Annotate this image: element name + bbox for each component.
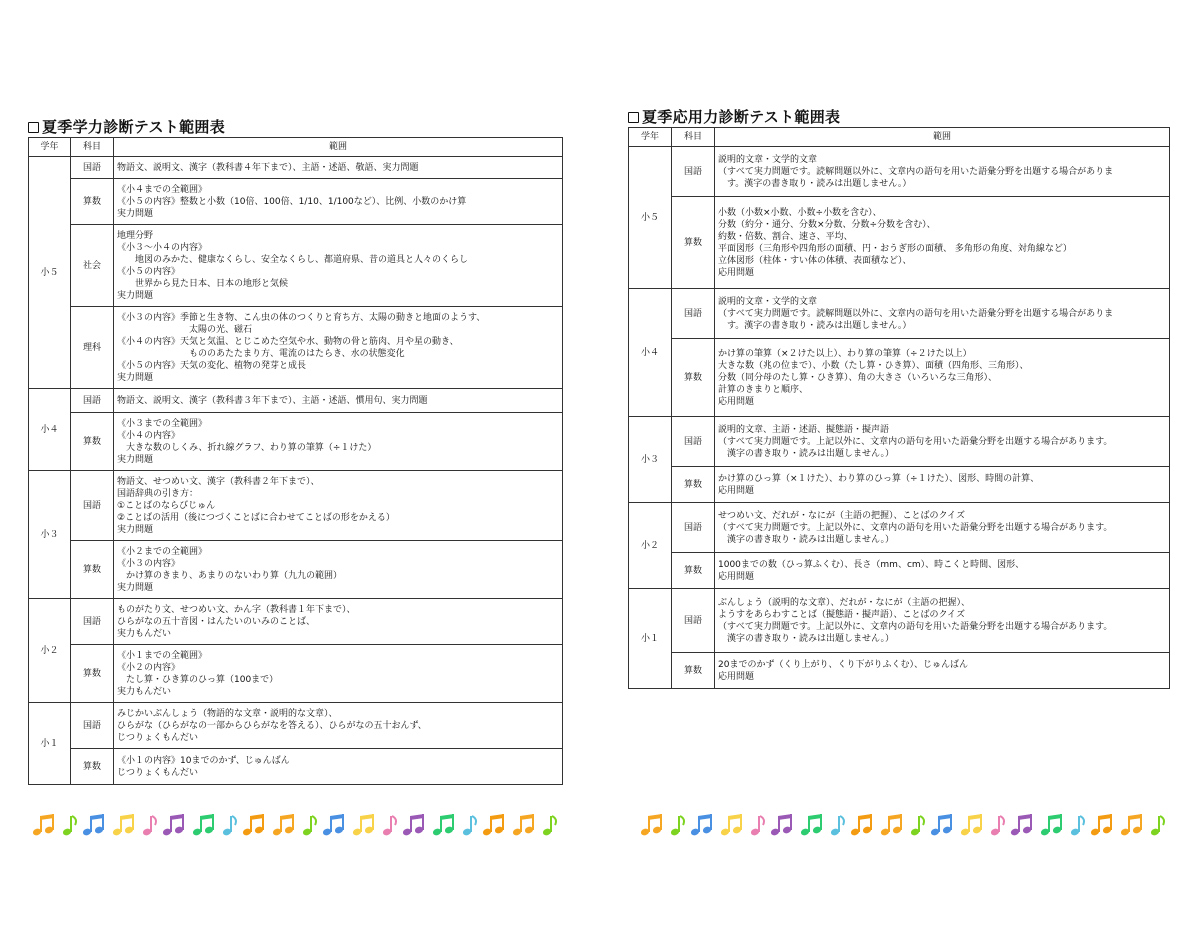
range-line: 物語文、せつめい文、漢字（教科書２年下まで）、 xyxy=(117,476,320,487)
range-line: ぶんしょう（説明的な文章）、だれが・なにが（主語の把握）、 xyxy=(718,597,971,608)
subject-cell: 算数 xyxy=(672,653,715,689)
music-note-icon xyxy=(690,814,712,836)
music-notes-border xyxy=(30,812,570,838)
checkbox-square-icon xyxy=(28,122,39,133)
range-line: 《小３～小４の内容》 xyxy=(117,242,208,253)
range-line: 《小２の内容》 xyxy=(117,662,181,673)
range-line: す。漢字の書き取り・読みは出題しません。） xyxy=(718,178,912,189)
table-row xyxy=(29,413,563,471)
range-cell xyxy=(114,389,563,413)
grade-cell: 小５ xyxy=(29,157,71,389)
music-note-icon xyxy=(830,816,844,836)
table-body xyxy=(629,147,1170,689)
range-line: 物語文、説明文、漢字（教科書３年下まで）、主語・述語、慣用句、実力問題 xyxy=(117,395,428,406)
subject-cell: 国語 xyxy=(71,471,114,541)
music-note-icon xyxy=(1090,814,1112,836)
grade-cell: 小１ xyxy=(29,703,71,785)
grade-cell: 小４ xyxy=(629,289,672,417)
summer-applied-test-panel xyxy=(628,108,1170,689)
range-line: 《小５の内容》 xyxy=(117,266,181,277)
table-row xyxy=(29,599,563,645)
range-cell xyxy=(715,553,1170,589)
range-line: 1000までの数（ひっ算ふくむ）、長さ（mm、cm）、時こくと時間、図形、 xyxy=(718,559,1025,570)
subject-cell: 算数 xyxy=(672,197,715,289)
range-line: 説明的文章・文学的文章 xyxy=(718,296,818,307)
music-note-icon xyxy=(432,814,454,836)
subject-cell: 国語 xyxy=(672,289,715,339)
range-line: 説明的文章・文学的文章 xyxy=(718,154,818,165)
table-row xyxy=(629,503,1170,553)
range-line: 応用問題 xyxy=(718,571,755,582)
range-line: 平面図形（三角形や四角形の面積、円・おうぎ形の面積、 多角形の角度、対角線など） xyxy=(718,243,1072,254)
music-note-icon xyxy=(910,816,924,836)
range-line: （すべて実力問題です。上記以外に、文章内の語句を用いた語彙分野を出題する場合があります。 xyxy=(718,522,1113,533)
range-table xyxy=(28,137,563,785)
grade-cell: 小２ xyxy=(629,503,672,589)
panel-title xyxy=(628,108,1170,126)
range-line: 《小５の内容》整数と小数（10倍、100倍、1/10、1/100など）、比例、小数のかけ算 xyxy=(117,196,467,207)
music-note-icon xyxy=(62,816,76,836)
range-cell xyxy=(114,307,563,389)
music-note-icon xyxy=(242,814,264,836)
range-line: ひらがな（ひらがなの一部からひらがなを答える）、ひらがなの五十おんず、 xyxy=(117,720,427,731)
range-line: 分数（同分母のたし算・ひき算）、角の大きさ（いろいろな三角形）、 xyxy=(718,372,998,383)
subject-cell: 算数 xyxy=(71,749,114,785)
range-line: ものがたり文、せつめい文、かん字（教科書１年下まで）、 xyxy=(117,604,356,615)
subject-cell: 国語 xyxy=(71,157,114,179)
table-row xyxy=(629,289,1170,339)
range-line: 《小３までの全範囲》 xyxy=(117,418,208,429)
subject-cell: 算数 xyxy=(71,541,114,599)
range-line: 太陽の光、磁石 xyxy=(117,324,253,335)
subject-cell: 国語 xyxy=(71,389,114,413)
range-cell xyxy=(715,197,1170,289)
checkbox-square-icon xyxy=(628,112,639,123)
subject-cell: 社会 xyxy=(71,225,114,307)
range-line: 《小２までの全範囲》 xyxy=(117,546,208,557)
subject-cell: 国語 xyxy=(672,589,715,653)
subject-cell: 算数 xyxy=(672,553,715,589)
music-note-icon xyxy=(990,816,1004,836)
range-line: （すべて実力問題です。上記以外に、文章内の語句を用いた語彙分野を出題する場合があります。 xyxy=(718,621,1113,632)
range-line: 地理分野 xyxy=(117,230,154,241)
table-row xyxy=(29,471,563,541)
range-line: 小数（小数×小数、小数÷小数を含む）、 xyxy=(718,207,882,218)
range-line: 《小３の内容》 xyxy=(117,558,181,569)
range-line: 説明的文章、主語・述語、擬態語・擬声語 xyxy=(718,424,890,435)
range-line: かけ算のひっ算（×１けた）、わり算のひっ算（÷１けた）、図形、時間の計算、 xyxy=(718,473,1040,484)
table-row xyxy=(29,157,563,179)
range-line: （すべて実力問題です。上記以外に、文章内の語句を用いた語彙分野を出題する場合があります。 xyxy=(718,436,1113,447)
range-cell xyxy=(114,157,563,179)
range-line: じつりょくもんだい xyxy=(117,732,199,743)
music-note-icon xyxy=(850,814,872,836)
range-line: 応用問題 xyxy=(718,267,755,278)
range-line: 《小４までの全範囲》 xyxy=(117,184,208,195)
music-note-icon xyxy=(482,814,504,836)
grade-cell: 小３ xyxy=(629,417,672,503)
table-row xyxy=(29,179,563,225)
range-line: 分数（約分・通分、分数×分数、分数÷分数を含む）、 xyxy=(718,219,936,230)
range-line: 実力もんだい xyxy=(117,628,172,639)
grade-cell: 小４ xyxy=(29,389,71,471)
range-line: 大きな数のしくみ、折れ線グラフ、わり算の筆算（÷１けた） xyxy=(117,442,377,453)
range-line: みじかいぶんしょう（物語的な文章・説明的な文章）、 xyxy=(117,708,338,719)
panel-title-text: 夏季学力診断テスト範囲表 xyxy=(42,118,226,136)
table-row xyxy=(629,147,1170,197)
header-subject: 科目 xyxy=(71,138,114,157)
range-line: もののあたたまり方、電流のはたらき、水の状態変化 xyxy=(117,348,405,359)
range-line: 《小１までの全範囲》 xyxy=(117,650,208,661)
subject-cell: 国語 xyxy=(672,417,715,467)
table-row xyxy=(29,749,563,785)
range-line: 実力問題 xyxy=(117,290,154,301)
range-line: かけ算の筆算（×２けた以上）、わり算の筆算（÷２けた以上） xyxy=(718,348,972,359)
music-note-icon xyxy=(640,814,662,836)
range-line: 20までのかず（くり上がり、くり下がりふくむ）、じゅんばん xyxy=(718,659,968,670)
range-line: じつりょくもんだい xyxy=(117,767,199,778)
range-line: す。漢字の書き取り・読みは出題しません。） xyxy=(718,320,912,331)
subject-cell: 算数 xyxy=(71,413,114,471)
music-note-icon xyxy=(720,814,742,836)
range-line: 国語辞典の引き方： xyxy=(117,488,199,499)
range-line: ②ことばの活用（後につづくことばに合わせてことばの形をかえる） xyxy=(117,512,395,523)
range-line: 世界から見た日本、日本の地形と気候 xyxy=(117,278,289,289)
range-cell xyxy=(715,417,1170,467)
table-row xyxy=(29,225,563,307)
range-line: 応用問題 xyxy=(718,671,755,682)
table-row xyxy=(629,589,1170,653)
range-line: 物語文、説明文、漢字（教科書４年下まで）、主語・述語、敬語、実力問題 xyxy=(117,162,419,173)
music-note-icon xyxy=(1010,814,1032,836)
range-line: 実力問題 xyxy=(117,524,154,535)
table-row xyxy=(629,339,1170,417)
music-note-icon xyxy=(1070,816,1084,836)
music-note-icon xyxy=(112,814,134,836)
range-line: 約数・倍数、割合、速さ、平均、 xyxy=(718,231,853,242)
range-line: 《小４の内容》天気と気温、とじこめた空気や水、動物の骨と筋肉、月や星の動き、 xyxy=(117,336,459,347)
range-line: 漢字の書き取り・読みは出題しません。） xyxy=(718,534,895,545)
range-line: 実力問題 xyxy=(117,208,154,219)
table-row xyxy=(629,553,1170,589)
music-note-icon xyxy=(322,814,344,836)
range-line: かけ算のきまり、あまりのないわり算（九九の範囲） xyxy=(117,570,343,581)
range-cell xyxy=(715,289,1170,339)
music-note-icon xyxy=(402,814,424,836)
table-row xyxy=(629,653,1170,689)
range-line: ようすをあらわすことば（擬態語・擬声語）、ことばのクイズ xyxy=(718,609,965,620)
table-row xyxy=(29,389,563,413)
grade-cell: 小３ xyxy=(29,471,71,599)
subject-cell: 算数 xyxy=(71,645,114,703)
music-note-icon xyxy=(800,814,822,836)
music-note-icon xyxy=(32,814,54,836)
range-line: 漢字の書き取り・読みは出題しません。） xyxy=(718,448,895,459)
range-line: （すべて実力問題です。読解問題以外に、文章内の語句を用いた語彙分野を出題する場合がありま xyxy=(718,308,1114,319)
music-note-icon xyxy=(542,816,556,836)
range-cell xyxy=(114,541,563,599)
grade-cell: 小１ xyxy=(629,589,672,689)
music-note-icon xyxy=(750,816,764,836)
table-row xyxy=(629,467,1170,503)
table-row xyxy=(29,541,563,599)
subject-cell: 国語 xyxy=(71,599,114,645)
panel-title-text: 夏季応用力診断テスト範囲表 xyxy=(642,108,841,126)
range-line: 漢字の書き取り・読みは出題しません。） xyxy=(718,633,895,644)
table-header-row xyxy=(29,138,563,157)
music-note-icon xyxy=(960,814,982,836)
music-note-icon xyxy=(1040,814,1062,836)
summer-achievement-test-panel xyxy=(28,118,563,785)
range-line: 実力問題 xyxy=(117,582,154,593)
subject-cell: 算数 xyxy=(672,339,715,417)
range-line: 実力問題 xyxy=(117,372,154,383)
range-cell xyxy=(114,413,563,471)
range-table xyxy=(628,127,1170,689)
subject-cell: 理科 xyxy=(71,307,114,389)
range-line: 《小１の内容》10までのかず、じゅんばん xyxy=(117,755,290,766)
header-range: 範囲 xyxy=(114,138,563,157)
music-note-icon xyxy=(1150,816,1164,836)
range-line: 《小４の内容》 xyxy=(117,430,181,441)
range-line: 応用問題 xyxy=(718,396,755,407)
music-note-icon xyxy=(382,816,396,836)
range-cell xyxy=(114,703,563,749)
header-range: 範囲 xyxy=(715,128,1170,147)
range-line: ①ことばのならびじゅん xyxy=(117,500,216,511)
panel-title xyxy=(28,118,563,136)
range-line: 大きな数（兆の位まで）、小数（たし算・ひき算）、面積（四角形、三角形）、 xyxy=(718,360,1029,371)
range-cell xyxy=(715,503,1170,553)
range-line: 《小５の内容》天気の変化、植物の発芽と成長 xyxy=(117,360,307,371)
range-cell xyxy=(114,749,563,785)
music-note-icon xyxy=(880,814,902,836)
range-cell xyxy=(114,225,563,307)
music-notes-border xyxy=(638,812,1178,838)
table-row xyxy=(629,197,1170,289)
table-row xyxy=(29,645,563,703)
music-note-icon xyxy=(302,816,316,836)
header-subject: 科目 xyxy=(672,128,715,147)
subject-cell: 国語 xyxy=(71,703,114,749)
header-grade: 学年 xyxy=(29,138,71,157)
range-line: 応用問題 xyxy=(718,485,755,496)
range-line: たし算・ひき算のひっ算（100まで） xyxy=(117,674,279,685)
range-line: 実力問題 xyxy=(117,454,154,465)
table-header-row xyxy=(629,128,1170,147)
table-row xyxy=(629,417,1170,467)
range-cell xyxy=(715,467,1170,503)
subject-cell: 算数 xyxy=(672,467,715,503)
music-note-icon xyxy=(462,816,476,836)
range-line: 地図のみかた、健康なくらし、安全なくらし、都道府県、昔の道具と人々のくらし xyxy=(117,254,469,265)
range-line: 立体図形（柱体・すい体の体積、表面積など）、 xyxy=(718,255,912,266)
music-note-icon xyxy=(192,814,214,836)
music-note-icon xyxy=(770,814,792,836)
music-note-icon xyxy=(272,814,294,836)
range-cell xyxy=(114,599,563,645)
music-note-icon xyxy=(162,814,184,836)
range-cell xyxy=(114,645,563,703)
range-cell xyxy=(114,179,563,225)
music-note-icon xyxy=(352,814,374,836)
range-cell xyxy=(715,147,1170,197)
range-line: （すべて実力問題です。読解問題以外に、文章内の語句を用いた語彙分野を出題する場合がありま xyxy=(718,166,1114,177)
range-cell xyxy=(114,471,563,541)
range-line: 《小３の内容》季節と生き物、こん虫の体のつくりと育ち方、太陽の動きと地面のようす、 xyxy=(117,312,486,323)
header-grade: 学年 xyxy=(629,128,672,147)
range-line: 実力もんだい xyxy=(117,686,172,697)
subject-cell: 国語 xyxy=(672,503,715,553)
music-note-icon xyxy=(512,814,534,836)
subject-cell: 国語 xyxy=(672,147,715,197)
range-line: ひらがなの五十音図・はんたいのいみのことば、 xyxy=(117,616,316,627)
table-row xyxy=(29,703,563,749)
music-note-icon xyxy=(142,816,156,836)
music-note-icon xyxy=(222,816,236,836)
range-line: 計算のきまりと順序、 xyxy=(718,384,809,395)
range-cell xyxy=(715,653,1170,689)
range-cell xyxy=(715,589,1170,653)
music-note-icon xyxy=(1120,814,1142,836)
grade-cell: 小５ xyxy=(629,147,672,289)
music-note-icon xyxy=(670,816,684,836)
subject-cell: 算数 xyxy=(71,179,114,225)
music-note-icon xyxy=(930,814,952,836)
table-body xyxy=(29,157,563,785)
music-note-icon xyxy=(82,814,104,836)
range-line: せつめい文、だれが・なにが（主語の把握）、ことばのクイズ xyxy=(718,510,965,521)
grade-cell: 小２ xyxy=(29,599,71,703)
range-cell xyxy=(715,339,1170,417)
table-row xyxy=(29,307,563,389)
